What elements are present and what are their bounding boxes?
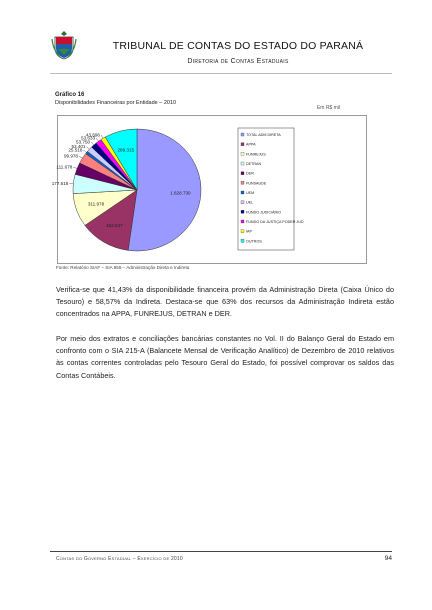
pie-chart — [51, 116, 366, 263]
pie-value-label: 53.633 — [81, 135, 96, 141]
figure-subtitle: Disponibilidades Financeiras por Entidade – 2010 — [55, 100, 177, 106]
pie-leader-line — [96, 138, 98, 141]
pie-chart-frame — [51, 115, 367, 264]
legend-swatch-der — [241, 172, 244, 175]
pie-value-label: 1.828.730 — [170, 190, 191, 196]
pie-value-label: 53.401 — [71, 144, 86, 149]
legend-swatch-total-adm-direta — [241, 133, 244, 136]
body-paragraph-1: Verifica-se que 41,43% da disponibilidade financeira provém da Administração Direta (Caixa Único do Tesouro) e 58,57% da Indireta. Destaca-se que 63% dos recursos da Administração Indireta estão concentrados na APPA, FUNREJUS, DETRAN e DER. — [56, 285, 394, 319]
legend-swatch-funsaude — [241, 181, 244, 184]
pie-value-label: 289.315 — [117, 147, 135, 153]
figure-source: Fonte: Relatório SIAF – SIA 855 – Administração Direta e Indireta — [56, 265, 190, 270]
page-number: 94 — [384, 555, 392, 562]
pie-value-label: 177.618 — [51, 181, 69, 186]
legend-swatch-detran — [241, 162, 244, 165]
footer-divider — [50, 551, 392, 552]
pie-leader-line — [79, 156, 82, 158]
header-title: TRIBUNAL DE CONTAS DO ESTADO DO PARANÁ — [112, 40, 364, 52]
figure-unit: Em R$ mil — [316, 105, 340, 111]
legend-swatch-iap — [241, 230, 244, 233]
legend-swatch-uem — [241, 191, 244, 194]
legend-label-total-adm-direta: TOTAL ADM DIRETA — [246, 133, 281, 137]
legend-swatch-outros — [241, 239, 244, 242]
legend-swatch-funrejus — [241, 152, 244, 155]
pie-leader-line — [83, 150, 86, 153]
legend-label-outros: OUTROS — [246, 239, 262, 244]
pie-value-label: 25.518 — [68, 147, 83, 153]
pie-value-label: 43.696 — [85, 132, 100, 138]
pie-value-label: 311.978 — [87, 201, 105, 207]
pie-leader-line — [101, 135, 103, 138]
pie-value-label: 53.750 — [76, 139, 91, 145]
header-subtitle: Diretoria de Contas Estaduais — [187, 58, 289, 65]
legend-label-der: DER — [246, 171, 254, 176]
legend-label-uel: UEL — [246, 200, 254, 205]
pie-leader-line — [91, 142, 94, 145]
body-paragraph-2: Por meio dos extratos e conciliações bancárias constantes no Vol. II do Balanço Geral do Estado em confronto com o SIA 215-A (Balancete Mensal de Verificação Analítico) de Dezembro de 2010 relativos às contas correntes controladas pelo Tesouro Geral do Estado, foi possível comprovar os saldos das Contas Contábeis. — [56, 334, 394, 380]
legend-label-detran: DETRAN — [246, 162, 262, 166]
legend-label-fundo-da-justica-poder-jud: FUNDO DA JUSTIÇA PODER JUD — [246, 220, 304, 224]
footer-text: Contas do Governo Estadual – Exercício de 2010 — [56, 556, 183, 562]
legend-swatch-uel — [241, 201, 244, 204]
legend-label-funsaude: FUNSAUDE — [246, 181, 267, 186]
figure-title: Gráfico 16 — [55, 92, 85, 98]
pie-value-label: 111.678 — [56, 164, 73, 170]
legend-label-uem: UEM — [246, 191, 255, 195]
legend-label-funrejus: FUNREJUS — [246, 152, 266, 157]
legend-label-fundo-judiciario: FUNDO JUDICIÁRIO — [246, 210, 282, 215]
legend-swatch-fundo-da-justica-poder-jud — [241, 220, 244, 223]
pie-leader-line — [87, 147, 90, 150]
pie-value-label: 452.947 — [106, 223, 123, 228]
chart-legend — [238, 128, 304, 250]
pie-value-label: 99.978 — [63, 153, 78, 159]
legend-label-iap: IAP — [246, 229, 252, 234]
parana-coat-of-arms-icon — [51, 30, 77, 60]
pie-leader-line — [73, 167, 77, 168]
legend-swatch-appa — [241, 143, 244, 146]
header-divider — [50, 73, 392, 74]
legend-label-appa: APPA — [246, 142, 256, 147]
legend-swatch-fundo-judiciario — [241, 210, 244, 213]
